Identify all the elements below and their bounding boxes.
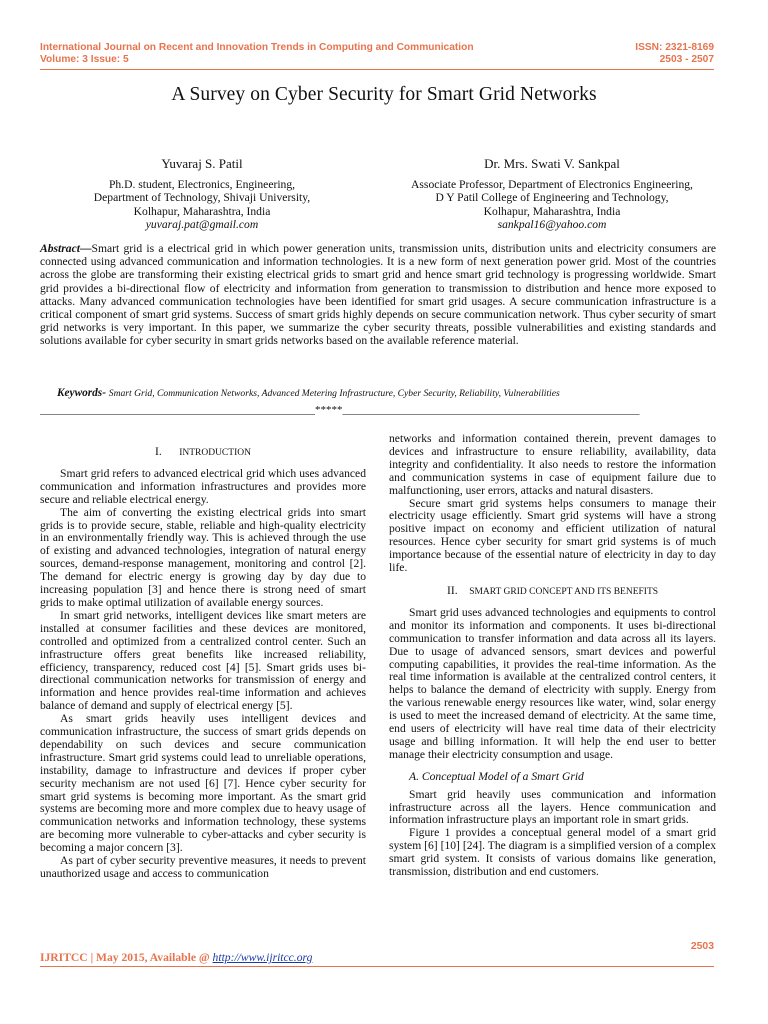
keywords: [57, 387, 717, 399]
paragraph: Smart grid refers to advanced electrical grid which uses advanced communication and information infrastructures and provides more secure and reliable electrical energy.: [40, 466, 366, 506]
author-block-2: [387, 157, 717, 232]
separator: __________________________________________________*****______________________________________________________: [40, 404, 640, 416]
author-affiliation: D Y Patil College of Engineering and Technology,: [435, 191, 669, 204]
paragraph: Smart grid uses advanced technologies and equipments to control and monitor its information and components. It uses bi-directional communication to transfer information and data across all its layers. Due to usage of advanced sensors, smart devices and powerful computing capabilities, it provides the real-time information. As the real time information is available at the centralized control centers, it helps to balance the demand of electricity with supply. Energy from the various renewable energy resources like water, wind, solar energy is used to meet the increased demand of electricity. At the same time, end users of electricity will have real time data of their electricity usage and billing information. It will help the end user to better manage their electricity consumption and usage.: [389, 605, 716, 761]
section-title: INTRODUCTION: [179, 448, 251, 458]
section-heading: [389, 585, 716, 599]
footer: [40, 951, 312, 964]
author-affiliation: Department of Technology, Shivaji University,: [93, 191, 311, 204]
author-block-1: [37, 157, 367, 232]
author-affiliation: Kolhapur, Maharashtra, India: [483, 204, 621, 218]
paragraph: The aim of converting the existing electrical grids into smart grids is to provide secure, stable, reliable and high-quality electricity in an environmentally friendly way. This is achieved through the use of existing and advanced technologies, integration of natural energy sources, demand-response management, monitoring and control [2]. The demand for electric energy is growing day by day due to increasing population [3] and hence there is strong need of smart grids to make optimal utilization of available energy sources.: [40, 505, 366, 609]
paragraph: In smart grid networks, intelligent devices like smart meters are installed at consumer facilities and these devices are monitored, controlled and optimized from a centralized control center. Such an infrastructure offers great benefits like increased reliability, efficiency, transparency, reduced cost [4] [5]. Smart grids uses bi-directional communication networks for transmission of energy and information and hence provides real-time information and achieves balance of demand and supply of electrical energy [5].: [40, 608, 366, 713]
abstract: [40, 242, 716, 348]
paragraph: Secure smart grid systems helps consumers to manage their electricity usage efficiently. Smart grid systems will have a strong positive impact on economy and efficient utilization of natural resources. Hence cyber security for smart grid systems is of much importance because of the essential nature of electricity in day to day life.: [389, 496, 716, 575]
author-email: yuvaraj.pat@gmail.com: [145, 218, 259, 231]
section-number: II.: [446, 583, 458, 597]
journal-volume: Volume: 3 Issue: 5: [40, 54, 129, 65]
header-rule: [40, 69, 714, 70]
author-email: sankpal16@yahoo.com: [497, 218, 607, 231]
paper-title: A Survey on Cyber Security for Smart Grid Networks: [171, 84, 597, 105]
left-column: [40, 446, 366, 881]
abstract-label: Abstract—: [40, 242, 92, 255]
page-range: 2503 - 2507: [659, 54, 714, 65]
keywords-text: Smart Grid, Communication Networks, Advanced Metering Infrastructure, Cyber Security, Reliability, Vulnerabilities: [108, 388, 560, 399]
paragraph: As smart grids heavily uses intelligent devices and communication infrastructure, the success of smart grids depends on dependability on such devices and secure communication infrastructure. Smart grid systems could lead to unreliable operations, instability, damage to infrastructure and devices if proper cyber security mechanism are not used [6] [7]. Hence cyber security for smart grid systems is becoming more important. As the smart grid systems are becoming more and more complex due to heavy usage of communication networks and information technology, these systems are becoming more vulnerable to cyber-attacks and cyber security is becoming a major concern [3].: [40, 712, 366, 855]
author-name: Yuvaraj S. Patil: [161, 156, 243, 171]
paragraph: Smart grid heavily uses communication and information infrastructure across all the layers. Hence communication and information infrastructure plays an important role in smart grids.: [389, 787, 716, 827]
journal-name: International Journal on Recent and Innovation Trends in Computing and Communication: [40, 42, 474, 53]
paragraph: Figure 1 provides a conceptual general model of a smart grid system [6] [10] [24]. The diagram is a simplified version of a complex smart grid system. It consists of various domains like generation, transmission, distribution and end customers.: [389, 826, 716, 879]
right-column: [389, 433, 716, 879]
paragraph: As part of cyber security preventive measures, it needs to prevent unauthorized usage and access to communication: [40, 854, 366, 880]
section-number: I.: [155, 445, 162, 458]
journal-header: [40, 42, 474, 66]
author-affiliation: Associate Professor, Department of Electronics Engineering,: [411, 177, 693, 191]
paragraph: networks and information contained therein, prevent damages to devices and infrastructure to ensure reliability, availability, data integrity and confidentiality. It also needs to restore the information and communication systems in case of equipment failure due to malfunctioning, user errors, attacks and natural disasters.: [389, 432, 716, 497]
author-affiliation: Kolhapur, Maharashtra, India: [133, 204, 271, 218]
footer-rule: [40, 966, 714, 967]
issn-header: [635, 42, 714, 66]
page-number: 2503: [690, 941, 714, 952]
section-heading: [40, 446, 366, 460]
section-title: SMART GRID CONCEPT AND ITS BENEFITS: [469, 586, 659, 597]
author-name: Dr. Mrs. Swati V. Sankpal: [484, 156, 620, 171]
issn: ISSN: 2321-8169: [635, 42, 714, 53]
subsection-heading: A. Conceptual Model of a Smart Grid: [409, 769, 584, 783]
abstract-text: Smart grid is a electrical grid in which power generation units, transmission units, distribution units and electricity consumers are connected using advanced communication and information technologies. It is a new form of next generation power grid. Most of the countries across the globe are transforming their existing electrical grids to smart grid and hence smart grid technology is progressing worldwide. Smart grid provides a bi-directional flow of electricity and information from generation to transmission to distribution and hence more exposed to attacks. Many advanced communication technologies have been identified for smart grid usages. A secure communication infrastructure is a critical component of smart grid systems. Success of smart grids highly depends on secure communication network. Thus cyber security of smart grid networks is very important. In this paper, we summarize the cyber security threats, possible vulnerabilities and existing standards and solutions available for cyber security in smart grids networks based on the available reference material.: [40, 242, 716, 348]
journal-link[interactable]: http://www.ijritcc.org: [212, 951, 313, 964]
keywords-label: Keywords-: [57, 387, 106, 399]
footer-text: IJRITCC | May 2015, Available @: [40, 951, 213, 964]
author-affiliation: Ph.D. student, Electronics, Engineering,: [108, 177, 296, 191]
